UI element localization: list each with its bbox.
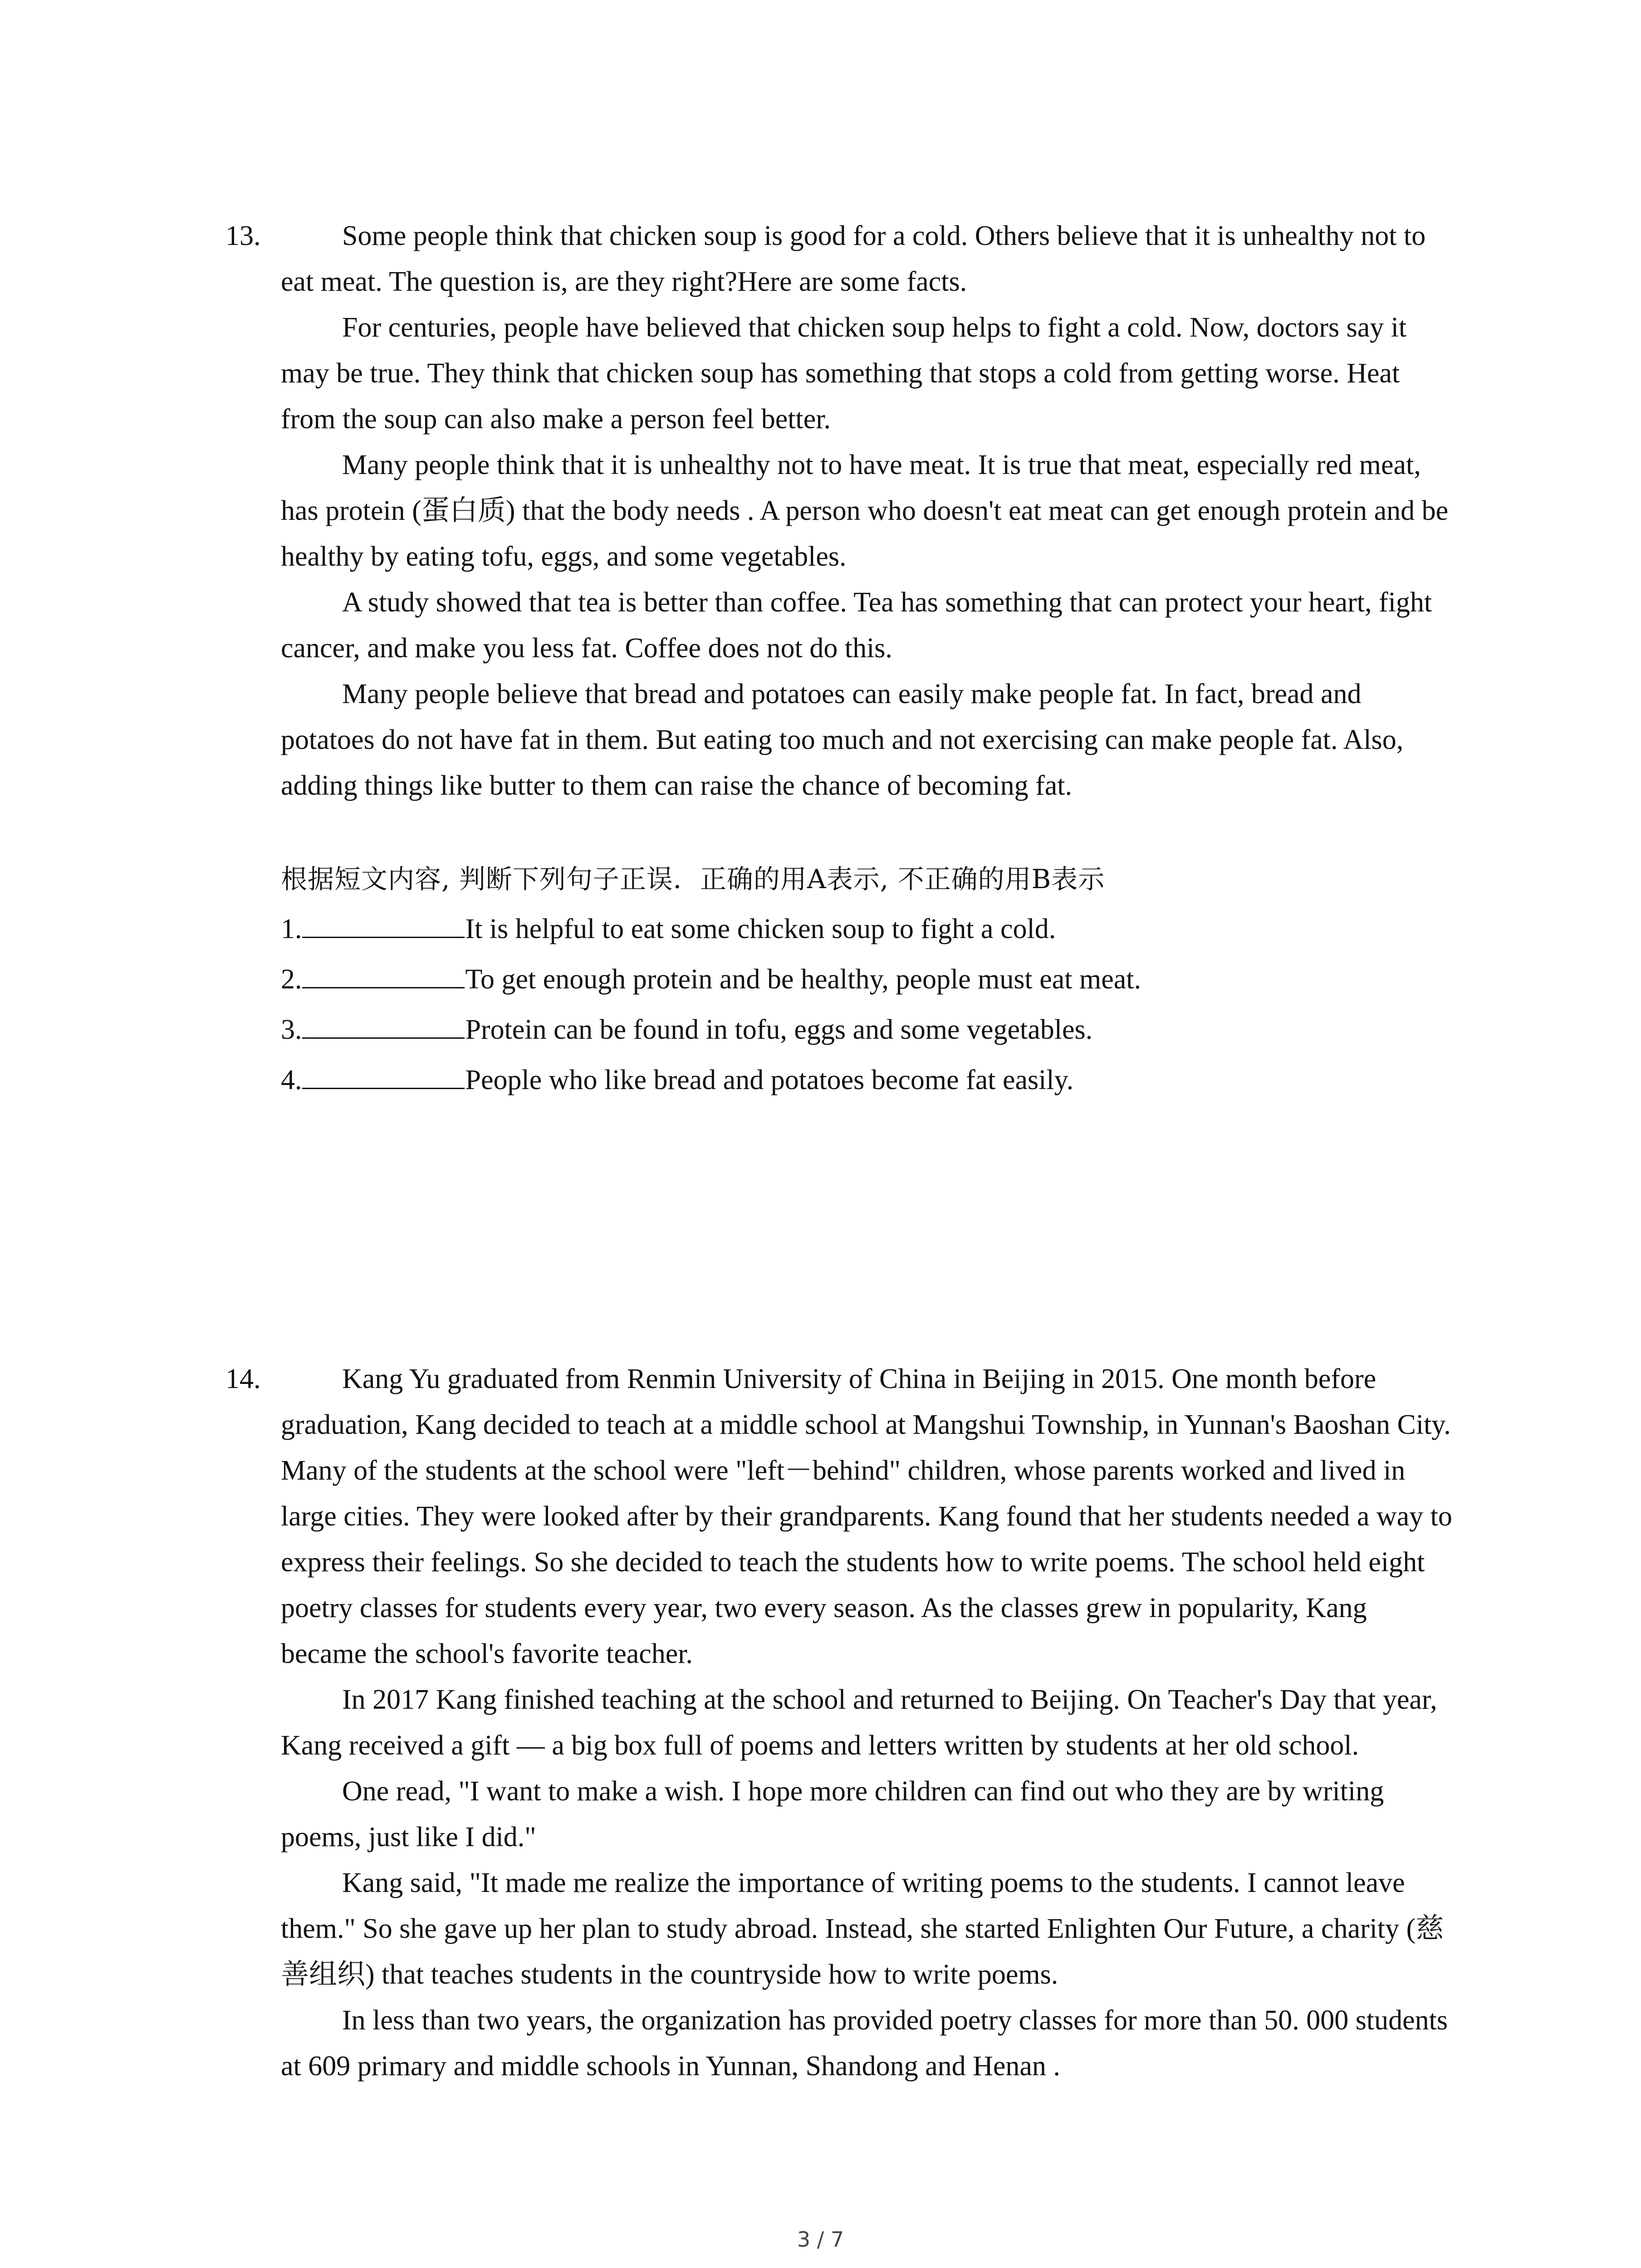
paragraph: Many people think that it is unhealthy not to have meat. It is true that meat, especially red meat, has protein (蛋白质) that the body needs . A person who doesn't eat meat can get enough protein and be healthy by eating tofu, eggs, and some vegetables. [281, 450, 1449, 572]
paragraph: In 2017 Kang finished teaching at the school and returned to Beijing. On Teacher's Day that year, Kang received a gift — a big box full of poems and letters written by students at her old school. [281, 1684, 1437, 1761]
passage-14 [225, 1356, 1460, 2089]
question-14 [225, 1356, 1460, 2089]
answer-blank[interactable] [302, 955, 465, 988]
true-false-item [281, 1055, 1460, 1105]
instruction-text: 根据短文内容, 判断下列句子正误．正确的用A表示, 不正确的用B表示 [281, 864, 1105, 894]
paragraph: A study showed that tea is better than coffee. Tea has something that can protect your heart, fight cancer, and make you less fat. Coffee does not do this. [281, 587, 1432, 664]
item-number: 2. [281, 964, 302, 995]
true-false-item [281, 954, 1460, 1005]
paragraph: In less than two years, the organization has provided poetry classes for more than 50. 000 students at 609 primary and middle schools in Yunnan, Shandong and Henan . [281, 2005, 1448, 2082]
item-text: It is helpful to eat some chicken soup to fight a cold. [465, 914, 1056, 944]
paragraph: For centuries, people have believed that chicken soup helps to fight a cold. Now, doctors say it may be true. They think that chicken soup has something that stops a cold from getting worse. Heat from the soup can also make a person feel better. [281, 312, 1407, 435]
answer-blank[interactable] [302, 1006, 465, 1039]
item-number: 1. [281, 914, 302, 944]
true-false-item [281, 904, 1460, 954]
page-number: 3 / 7 [797, 2227, 844, 2252]
paragraph: One read, "I want to make a wish. I hope more children can find out who they are by writing poems, just like I did." [281, 1776, 1384, 1853]
item-text: Protein can be found in tofu, eggs and some vegetables. [465, 1014, 1093, 1045]
question-number: 14. [225, 1364, 261, 1394]
item-text: People who like bread and potatoes become fat easily. [465, 1065, 1074, 1095]
passage-13 [225, 213, 1460, 809]
paragraph: Some people think that chicken soup is good for a cold. Others believe that it is unhealthy not to eat meat. The question is, are they right?Here are some facts. [281, 220, 1426, 297]
answer-blank[interactable] [302, 905, 465, 938]
question-13 [225, 213, 1460, 1105]
paragraph: Kang said, "It made me realize the importance of writing poems to the students. I cannot leave them." So she gave up her plan to study abroad. Instead, she started Enlighten Our Future, a charity (慈善组织) that teaches students in the countryside how to write poems. [281, 1867, 1444, 1990]
item-number: 4. [281, 1065, 302, 1095]
paragraph: Many people believe that bread and potatoes can easily make people fat. In fact, bread and potatoes do not have fat in them. But eating too much and not exercising can make people fat. Also, adding things like butter to them can raise the chance of becoming fat. [281, 679, 1404, 801]
true-false-item [281, 1005, 1460, 1055]
item-text: To get enough protein and be healthy, people must eat meat. [465, 964, 1141, 995]
paragraph: Kang Yu graduated from Renmin University of China in Beijing in 2015. One month before graduation, Kang decided to teach at a middle school at Mangshui Township, in Yunnan's Baoshan City. Many of the students at the school were "left－behind" children, whose parents worked and lived in large cities. They were looked after by their grandparents. Kang found that her students needed a way to express their feelings. So she decided to teach the students how to write poems. The school held eight poetry classes for students every year, two every season. As the classes grew in popularity, Kang became the school's favorite teacher. [281, 1364, 1452, 1669]
item-number: 3. [281, 1014, 302, 1045]
answer-blank[interactable] [302, 1056, 465, 1089]
question-number: 13. [225, 220, 261, 251]
